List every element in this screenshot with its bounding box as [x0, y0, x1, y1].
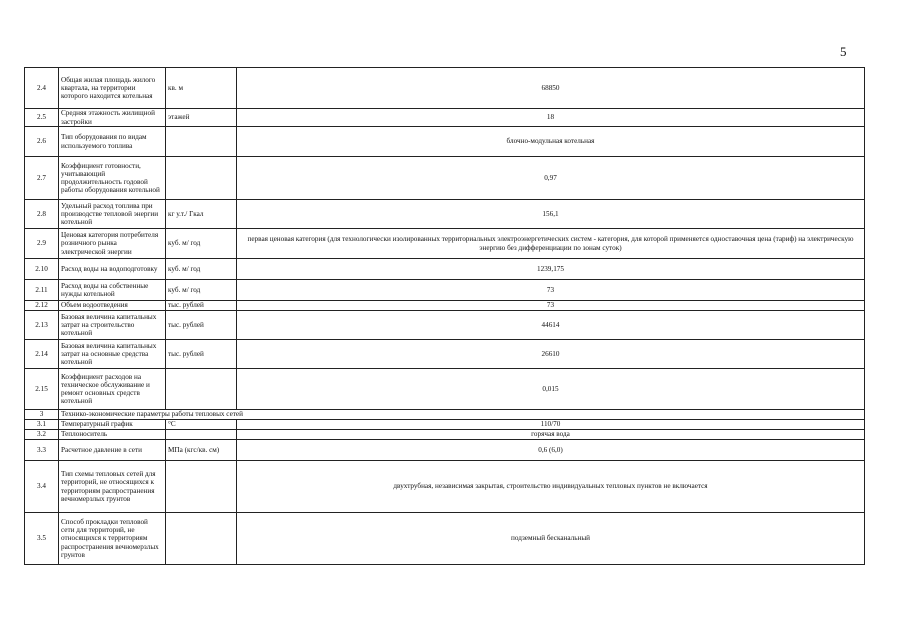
parameter-name: Объем водоотведения [59, 301, 166, 311]
row-number: 2.9 [25, 229, 59, 259]
parameter-name: Коэффициент готовности, учитывающий продолжительность годовой работы оборудования котельной [59, 157, 166, 200]
row-number: 2.12 [25, 301, 59, 311]
table-row [25, 280, 865, 301]
value: 68850 [237, 68, 865, 109]
value: 73 [237, 301, 865, 311]
row-number: 3.3 [25, 440, 59, 461]
value: 0,6 (6,0) [237, 440, 865, 461]
value: 110/70 [237, 420, 865, 430]
unit [166, 461, 237, 513]
value: 0,97 [237, 157, 865, 200]
row-number: 3.5 [25, 513, 59, 565]
table-row [25, 127, 865, 157]
row-number: 3.4 [25, 461, 59, 513]
table-row [25, 430, 865, 440]
row-number: 2.15 [25, 369, 59, 410]
parameter-name: Коэффициент расходов на техническое обслуживание и ремонт основных средств котельной [59, 369, 166, 410]
parameter-name: Расход воды на водоподготовку [59, 259, 166, 280]
unit [166, 369, 237, 410]
table-row [25, 440, 865, 461]
parameter-name: Общая жилая площадь жилого квартала, на территории которого находится котельная [59, 68, 166, 109]
row-number: 2.11 [25, 280, 59, 301]
row-number: 2.7 [25, 157, 59, 200]
value: подземный бесканальный [237, 513, 865, 565]
unit: °С [166, 420, 237, 430]
table-row [25, 311, 865, 340]
unit: куб. м/ год [166, 259, 237, 280]
value: 44614 [237, 311, 865, 340]
unit [166, 157, 237, 200]
unit: кг у.т./ Гкал [166, 200, 237, 229]
value: 1239,175 [237, 259, 865, 280]
table-row [25, 301, 865, 311]
row-number: 2.5 [25, 109, 59, 127]
unit: МПа (кгс/кв. см) [166, 440, 237, 461]
parameter-name: Температурный график [59, 420, 166, 430]
row-number: 3.1 [25, 420, 59, 430]
parameter-name: Теплоноситель [59, 430, 166, 440]
value: 156,1 [237, 200, 865, 229]
unit [166, 513, 237, 565]
value: двухтрубная, независимая закрытая, строительство индивидуальных тепловых пунктов не включается [237, 461, 865, 513]
unit: тыс. рублей [166, 301, 237, 311]
parameter-name: Расчетное давление в сети [59, 440, 166, 461]
unit: тыс. рублей [166, 340, 237, 369]
unit [166, 127, 237, 157]
unit [166, 430, 237, 440]
parameter-name: Расход воды на собственные нужды котельной [59, 280, 166, 301]
row-number: 2.4 [25, 68, 59, 109]
parameter-name: Базовая величина капитальных затрат на строительство котельной [59, 311, 166, 340]
row-number: 2.6 [25, 127, 59, 157]
unit: куб. м/ год [166, 229, 237, 259]
parameter-name: Удельный расход топлива при производстве тепловой энергии котельной [59, 200, 166, 229]
unit: кв. м [166, 68, 237, 109]
parameter-name: Тип оборудования по видам используемого топлива [59, 127, 166, 157]
table-row [25, 369, 865, 410]
table-row [25, 461, 865, 513]
row-number: 2.13 [25, 311, 59, 340]
table-row [25, 259, 865, 280]
parameter-name: Способ прокладки тепловой сети для территорий, не относящихся к территориям распространения вечномерзлых грунтов [59, 513, 166, 565]
parameter-name: Средняя этажность жилищной застройки [59, 109, 166, 127]
value: 26610 [237, 340, 865, 369]
row-number: 2.8 [25, 200, 59, 229]
section-number: 3 [25, 410, 59, 420]
row-number: 2.14 [25, 340, 59, 369]
table-row [25, 157, 865, 200]
table-row [25, 229, 865, 259]
row-number: 3.2 [25, 430, 59, 440]
table-row [25, 420, 865, 430]
table-row [25, 200, 865, 229]
page-number: 5 [840, 44, 847, 59]
value: горячая вода [237, 430, 865, 440]
table-row [25, 340, 865, 369]
value: 0,015 [237, 369, 865, 410]
table-row [25, 68, 865, 109]
section-title: Технико-экономические параметры работы тепловых сетей [59, 410, 865, 420]
table-row [25, 513, 865, 565]
section-header-row [25, 410, 865, 420]
value: блочно-модульная котельная [237, 127, 865, 157]
table-row [25, 109, 865, 127]
parameter-name: Тип схемы тепловых сетей для территорий, не относящихся к территориям распространения вечномерзлых грунтов [59, 461, 166, 513]
unit: этажей [166, 109, 237, 127]
parameter-name: Ценовая категория потребителя розничного рынка электрической энергии [59, 229, 166, 259]
unit: куб. м/ год [166, 280, 237, 301]
value: 18 [237, 109, 865, 127]
parameter-name: Базовая величина капитальных затрат на основные средства котельной [59, 340, 166, 369]
parameters-table [24, 67, 865, 565]
unit: тыс. рублей [166, 311, 237, 340]
value: первая ценовая категория (для технологически изолированных территориальных электроэнергетических систем - категория, для которой применяется одноставочная цена (тариф) на электрическую энергию без дифференциации по зонам суток) [237, 229, 865, 259]
value: 73 [237, 280, 865, 301]
row-number: 2.10 [25, 259, 59, 280]
